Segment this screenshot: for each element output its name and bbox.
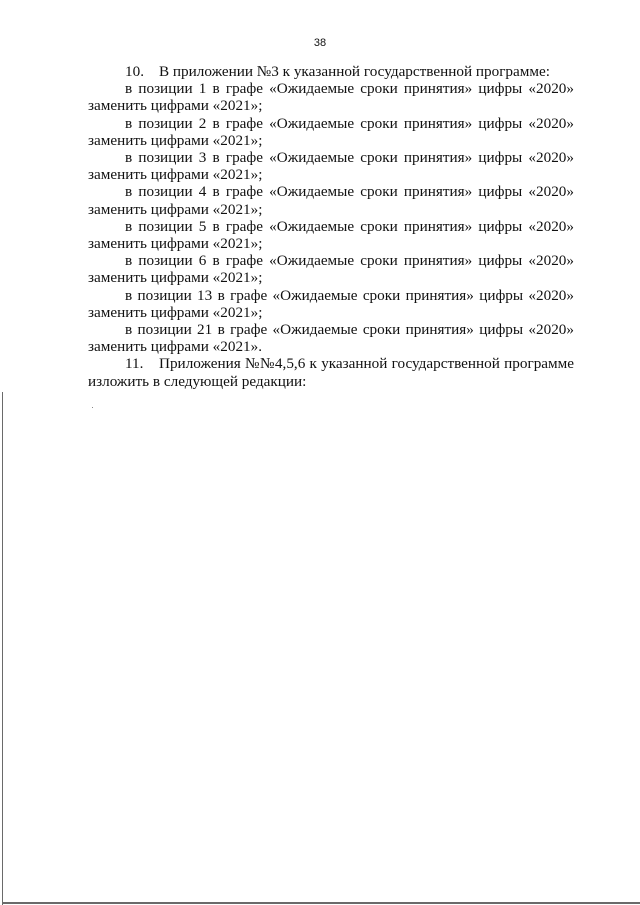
paragraph-position-3: в позиции 3 в графе «Ожидаемые сроки принятия» цифры «2020» заменить цифрами «2021»;: [88, 149, 574, 184]
paragraph-item-10: [88, 63, 574, 80]
paragraph-number: 11.: [125, 355, 144, 373]
paragraph-position-1: в позиции 1 в графе «Ожидаемые сроки принятия» цифры «2020» заменить цифрами «2021»;: [88, 80, 574, 115]
scan-speck: [92, 407, 93, 408]
paragraph-position-6: в позиции 6 в графе «Ожидаемые сроки принятия» цифры «2020» заменить цифрами «2021»;: [88, 252, 574, 287]
paragraph-position-21: в позиции 21 в графе «Ожидаемые сроки принятия» цифры «2020» заменить цифрами «2021».: [88, 321, 574, 356]
paragraph-position-2: в позиции 2 в графе «Ожидаемые сроки принятия» цифры «2020» заменить цифрами «2021»;: [88, 114, 574, 149]
paragraph-item-11: [88, 355, 574, 389]
paragraph-number: 10.: [125, 63, 144, 80]
scan-edge-left: [2, 392, 3, 905]
paragraph-text: Приложения №№4,5,6 к указанной государственной программе изложить в следующей редакции:: [88, 355, 574, 390]
document-body: [88, 63, 574, 390]
page-number: 38: [313, 37, 327, 49]
paragraph-text: В приложении №3 к указанной государственной программе:: [159, 63, 550, 80]
paragraph-position-4: в позиции 4 в графе «Ожидаемые сроки принятия» цифры «2020» заменить цифрами «2021»;: [88, 183, 574, 218]
paragraph-position-13: в позиции 13 в графе «Ожидаемые сроки принятия» цифры «2020» заменить цифрами «2021»;: [88, 286, 574, 321]
paragraph-position-5: в позиции 5 в графе «Ожидаемые сроки принятия» цифры «2020» заменить цифрами «2021»;: [88, 217, 574, 253]
scan-edge-bottom: [2, 902, 640, 904]
